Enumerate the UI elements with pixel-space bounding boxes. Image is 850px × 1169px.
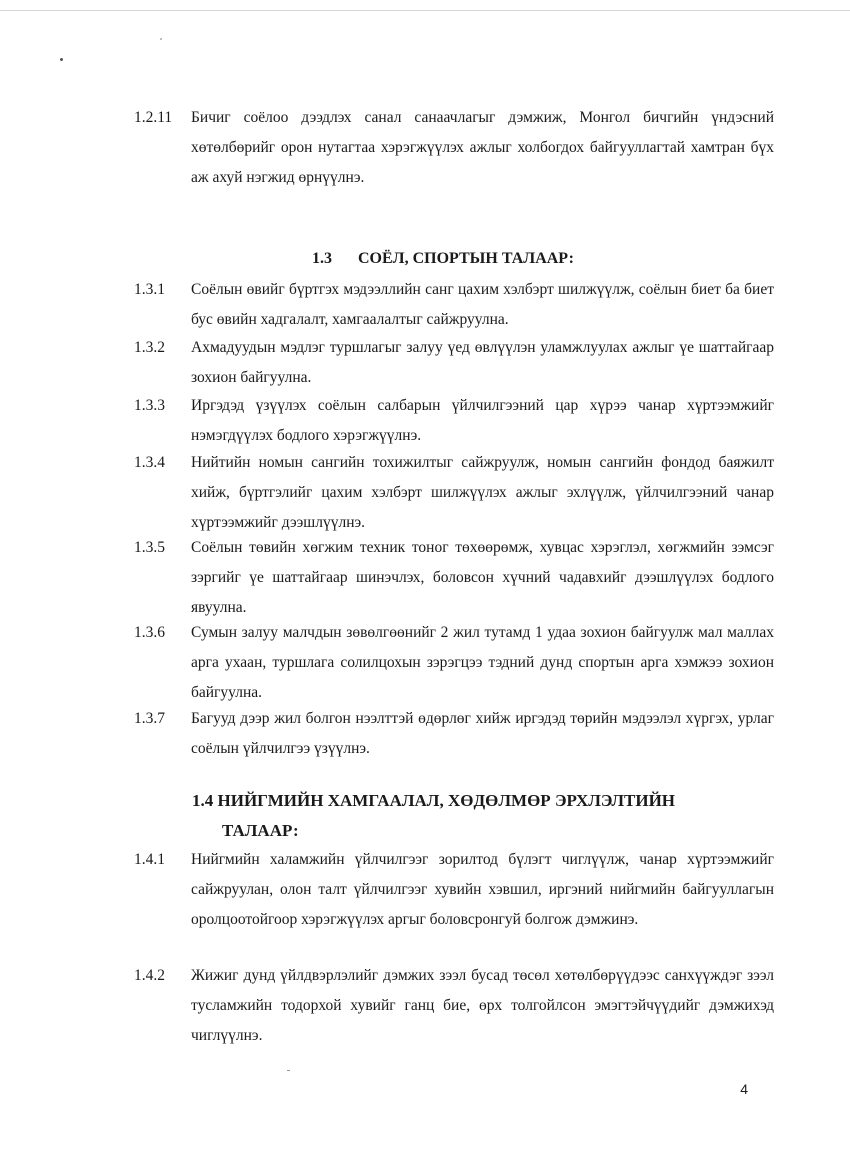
scan-speck <box>60 58 63 61</box>
item-number: 1.3.6 <box>134 624 165 641</box>
item-text: Соёлын төвийн хөгжим техник тоног төхөөрөмж, хувцас хэрэглэл, хөгжмийн зэмсэг зэргийг үе шаттайгаар шинэчлэх, боловсон хүчний чадавхийг дээшлүүлэх бодлого явуулна. <box>191 539 774 616</box>
item-text: Сумын залуу малчдын зөвөлгөөнийг 2 жил тутамд 1 удаа зохион байгуулж мал маллах арга ухаан, туршлага солилцохын зэрэгцээ тэдний дунд спортын арга хэмжээ зохион байгуулна. <box>191 624 774 701</box>
item-number: 1.3.2 <box>134 339 165 356</box>
item-text: Нийтийн номын сангийн тохижилтыг сайжруулж, номын сангийн фондод баяжилт хийж, бүртгэлийг цахим хэлбэрт шилжүүлэх ажлыг эхлүүлж, үйлчилгээний чанар хүртээмжийг дээшлүүлнэ. <box>191 454 774 531</box>
list-item <box>134 961 774 1051</box>
list-item <box>134 704 774 764</box>
section-heading <box>312 250 574 268</box>
list-item <box>134 448 774 538</box>
list-item <box>134 618 774 708</box>
item-text: Бичиг соёлоо дээдлэх санал санаачлагыг дэмжиж, Монгол бичгийн үндэсний хөтөлбөрийг орон нутагтаа хэрэгжүүлэх ажлыг холбогдох байгууллагтай хамтран бүх аж ахуй нэгжид өрнүүлнэ. <box>191 109 774 186</box>
item-number: 1.2.11 <box>134 109 173 126</box>
item-text: Нийгмийн халамжийн үйлчилгээг зорилтод бүлэгт чиглүүлж, чанар хүртээмжийг сайжруулан, олон талт үйлчилгээг хувийн хэвшил, иргэний нийгмийн байгууллагын оролцоотойгоор хэрэгжүүлэх аргыг боловсронгуй болгож дэмжинэ. <box>191 851 774 928</box>
list-item <box>134 533 774 623</box>
list-item <box>134 391 774 451</box>
item-text: Жижиг дунд үйлдвэрлэлийг дэмжих зээл бусад төсөл хөтөлбөрүүдээс санхүүждэг зээл тусламжийн тодорхой хувийг ганц бие, өрх толгойлсон эмэгтэйчүүдийг дэмжихэд чиглүүлнэ. <box>191 967 774 1044</box>
scan-edge-line <box>0 10 850 11</box>
item-text: Иргэдэд үзүүлэх соёлын салбарын үйлчилгээний цар хүрээ чанар хүртээмжийг нэмэгдүүлэх бодлого хэрэгжүүлнэ. <box>191 397 774 444</box>
item-number: 1.3.1 <box>134 281 165 298</box>
item-number: 1.3.3 <box>134 397 165 414</box>
item-text: Багууд дээр жил болгон нээлттэй өдөрлөг хийж иргэдэд төрийн мэдээлэл хүргэх, урлаг соёлын үйлчилгээ үзүүлнэ. <box>191 710 774 757</box>
list-item <box>134 275 774 335</box>
item-number: 1.3.4 <box>134 454 165 471</box>
item-number: 1.3.7 <box>134 710 165 727</box>
scan-speck <box>287 1070 290 1071</box>
section-number: 1.3 <box>312 250 332 267</box>
section-heading: 1.4 НИЙГМИЙН ХАМГААЛАЛ, ХӨДӨЛМӨР ЭРХЛЭЛТИЙН <box>192 791 676 810</box>
list-item <box>134 845 774 935</box>
item-number: 1.4.2 <box>134 967 165 984</box>
section-heading-continued: ТАЛААР: <box>222 821 299 840</box>
section-title: СОЁЛ, СПОРТЫН ТАЛААР: <box>358 250 574 267</box>
list-item <box>134 103 774 193</box>
scan-speck <box>160 38 162 40</box>
item-text: Ахмадуудын мэдлэг туршлагыг залуу үед өвлүүлэн уламжлуулах ажлыг үе шаттайгаар зохион байгуулна. <box>191 339 774 386</box>
item-number: 1.4.1 <box>134 851 165 868</box>
page-number: 4 <box>740 1081 748 1097</box>
list-item <box>134 333 774 393</box>
item-text: Соёлын өвийг бүртгэх мэдээллийн санг цахим хэлбэрт шилжүүлж, соёлын биет ба биет бус өвийн хадгалалт, хамгаалалтыг сайжруулна. <box>191 281 774 328</box>
item-number: 1.3.5 <box>134 539 165 556</box>
